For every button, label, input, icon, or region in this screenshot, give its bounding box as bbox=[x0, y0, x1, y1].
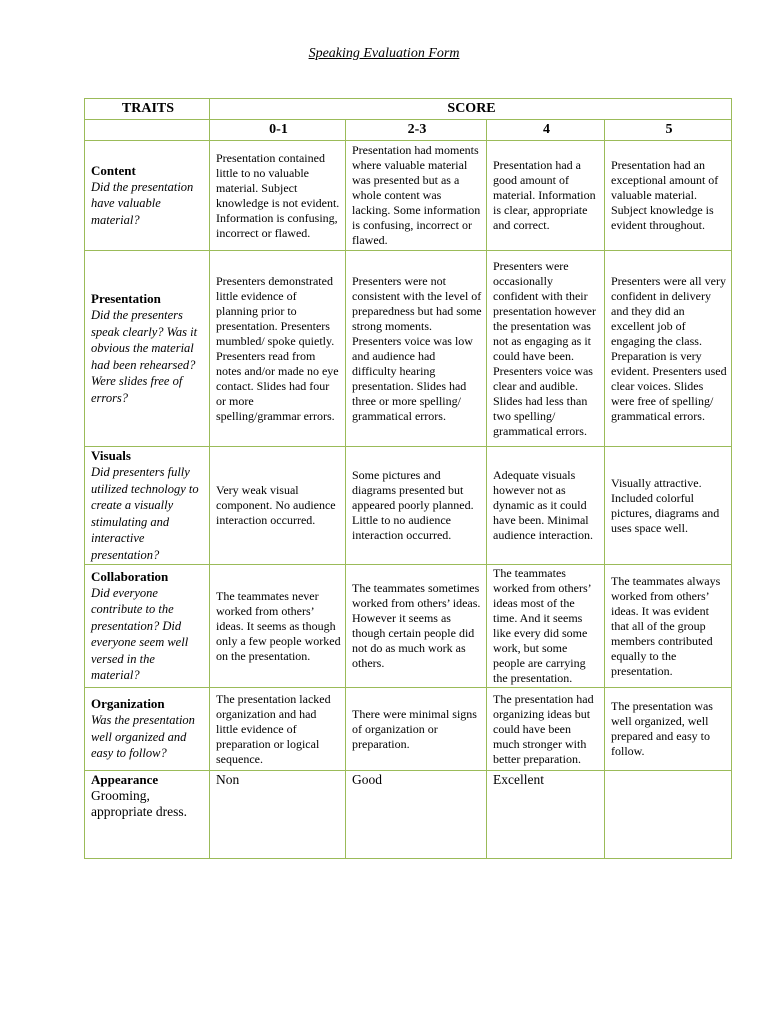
rubric-cell: The teammates worked from others’ ideas most of the time. And it seems like every did some work, but some people are carrying the presentation. bbox=[487, 565, 605, 688]
rubric-cell: The teammates always worked from others’ ideas. It was evident that all of the group members contributed equally to the presentation. bbox=[605, 565, 732, 688]
trait-row-visuals bbox=[85, 447, 732, 565]
trait-question: Grooming, appropriate dress. bbox=[91, 788, 187, 819]
trait-cell bbox=[85, 771, 210, 859]
rubric-cell: Very weak visual component. No audience interaction occurred. bbox=[210, 447, 346, 565]
score-levels-row bbox=[85, 120, 732, 141]
trait-cell bbox=[85, 447, 210, 565]
rubric-cell: The presentation was well organized, well prepared and easy to follow. bbox=[605, 688, 732, 771]
trait-name: Organization bbox=[91, 696, 165, 712]
rubric-cell: Presenters were occasionally confident with their presentation however the presentation was not as engaging as it could have been. Presenters voice was clear and audible. Slides had less than two spelling/ grammatical errors. bbox=[487, 251, 605, 447]
rubric-cell: Visually attractive. Included colorful pictures, diagrams and uses space well. bbox=[605, 447, 732, 565]
rubric-cell: There were minimal signs of organization or preparation. bbox=[346, 688, 487, 771]
rubric-cell: Non bbox=[210, 771, 346, 859]
rubric-cell: Presenters demonstrated little evidence of planning prior to presentation. Presenters mumbled/ spoke quietly. Presenters read from notes and/or made no eye contact. Slides had four or more spelling/grammar errors. bbox=[210, 251, 346, 447]
trait-question: Did the presenters speak clearly? Was it obvious the material had been rehearsed? Were slides free of errors? bbox=[91, 308, 198, 405]
trait-name: Content bbox=[91, 162, 136, 178]
evaluation-rubric-table bbox=[84, 98, 732, 859]
trait-question: Did presenters fully utilized technology to create a visually stimulating and interactive presentation? bbox=[91, 465, 199, 562]
traits-header: TRAITS bbox=[85, 99, 210, 120]
trait-row-collaboration bbox=[85, 565, 732, 688]
trait-cell bbox=[85, 141, 210, 251]
rubric-cell: The presentation had organizing ideas but could have been much stronger with better preparation. bbox=[487, 688, 605, 771]
trait-row-content bbox=[85, 141, 732, 251]
rubric-cell: Good bbox=[346, 771, 487, 859]
rubric-cell: Presenters were not consistent with the level of preparedness but had some strong moments. Presenters voice was low and audience had difficulty hearing presentation. Slides had three or more spelling/ grammatical errors. bbox=[346, 251, 487, 447]
score-level-4: 4 bbox=[487, 120, 605, 141]
header-row bbox=[85, 99, 732, 120]
score-level-0-1: 0-1 bbox=[210, 120, 346, 141]
trait-name: Appearance bbox=[91, 772, 159, 787]
trait-cell bbox=[85, 251, 210, 447]
rubric-cell bbox=[605, 771, 732, 859]
trait-question: Did everyone contribute to the presentation? Did everyone seem well versed in the material? bbox=[91, 585, 189, 682]
rubric-cell: The teammates never worked from others’ ideas. It seems as though only a few people worked on the presentation. bbox=[210, 565, 346, 688]
score-level-5: 5 bbox=[605, 120, 732, 141]
rubric-cell: Adequate visuals however not as dynamic as it could have been. Minimal audience interaction. bbox=[487, 447, 605, 565]
form-title: Speaking Evaluation Form bbox=[308, 46, 460, 61]
rubric-cell: The teammates sometimes worked from others’ ideas. However it seems as though certain people did not do as much work as others. bbox=[346, 565, 487, 688]
rubric-cell: Presenters were all very confident in delivery and they did an excellent job of engaging the class. Preparation is very evident. Presenters used clear voices. Slides were free of spelling/ grammatical errors. bbox=[605, 251, 732, 447]
rubric-cell: Some pictures and diagrams presented but appeared poorly planned. Little to no audience interaction occurred. bbox=[346, 447, 487, 565]
trait-name: Collaboration bbox=[91, 568, 169, 584]
trait-cell bbox=[85, 688, 210, 771]
blank-cell bbox=[85, 120, 210, 141]
rubric-cell: Presentation had a good amount of material. Information is clear, appropriate and correct. bbox=[487, 141, 605, 251]
rubric-cell: Presentation had an exceptional amount of valuable material. Subject knowledge is evident throughout. bbox=[605, 141, 732, 251]
trait-row-appearance bbox=[85, 771, 732, 859]
score-header: SCORE bbox=[210, 99, 732, 120]
trait-row-presentation bbox=[85, 251, 732, 447]
rubric-cell: Excellent bbox=[487, 771, 605, 859]
score-level-2-3: 2-3 bbox=[346, 120, 487, 141]
trait-question: Was the presentation well organized and easy to follow? bbox=[91, 713, 195, 761]
trait-question: Did the presentation have valuable material? bbox=[91, 179, 194, 227]
rubric-cell: The presentation lacked organization and had little evidence of preparation or logical sequence. bbox=[210, 688, 346, 771]
trait-name: Presentation bbox=[91, 291, 161, 306]
rubric-cell: Presentation contained little to no valuable material. Subject knowledge is not evident. Information is confusing, incorrect or flawed. bbox=[210, 141, 346, 251]
trait-cell bbox=[85, 565, 210, 688]
trait-row-organization bbox=[85, 688, 732, 771]
trait-name: Visuals bbox=[91, 448, 131, 463]
rubric-cell: Presentation had moments where valuable material was presented but as a whole content was lacking. Some information is confusing, incorrect or flawed. bbox=[346, 141, 487, 251]
